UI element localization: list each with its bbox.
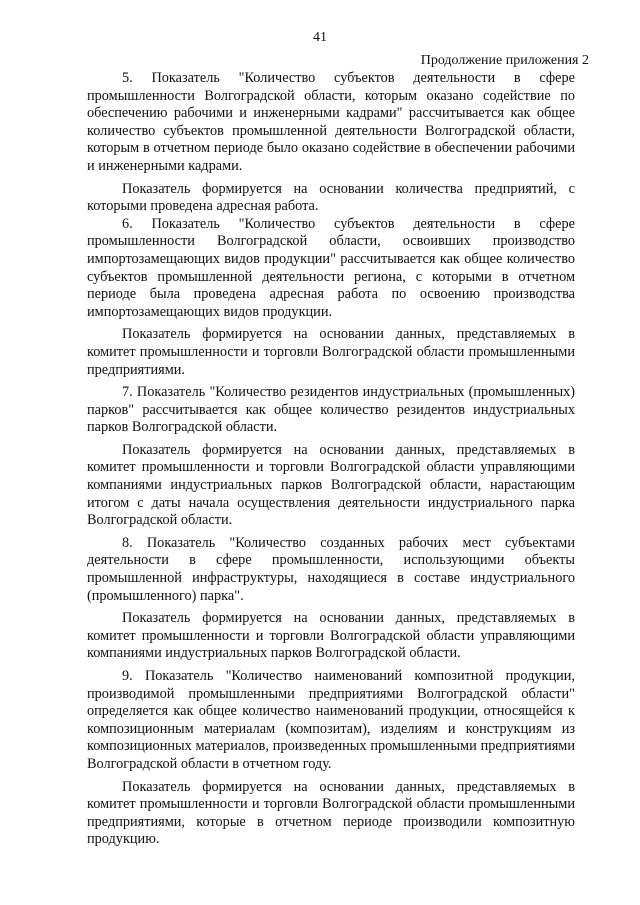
paragraph-indicator-7: 7. Показатель "Количество резидентов индустриальных (промышленных) парков" рассчитывается как общее количество резидентов индустриальных парков Волгоградской области.	[87, 384, 575, 436]
paragraph-indicator-6-source: Показатель формируется на основании данных, представляемых в комитет промышленности и торговли Волгоградской области промышленными предприятиями.	[87, 326, 575, 378]
paragraph-indicator-8: 8. Показатель "Количество созданных рабочих мест субъектами деятельности в сфере промышленности, использующими объекты промышленной инфраструктуры, находящиеся в составе индустриального (промышленного) парка".	[87, 534, 575, 604]
document-body	[87, 70, 575, 849]
paragraph-indicator-6: 6. Показатель "Количество субъектов деятельности в сфере промышленности Волгоградской области, освоивших производство импортозамещающих видов продукции" рассчитывается как общее количество субъектов промышленной деятельности региона, с которыми в отчетном периоде была проведена адресная работа по освоению производства импортозамещающих видов продукции.	[87, 215, 575, 320]
paragraph-indicator-9: 9. Показатель "Количество наименований композитной продукции, производимой промышленными предприятиями Волгоградской области" определяется как общее количество наименований продукции, относящейся к композиционным материалам (композитам), изделиям и конструкциям из композиционных материалов, произведенных промышленными предприятиями Волгоградской области в отчетном году.	[87, 668, 575, 772]
paragraph-indicator-5-source: Показатель формируется на основании количества предприятий, с которыми проведена адресная работа.	[87, 180, 575, 215]
paragraph-indicator-9-source: Показатель формируется на основании данных, представляемых в комитет промышленности и торговли Волгоградской области промышленными предприятиями, которые в отчетном периоде производили композитную продукцию.	[87, 778, 575, 848]
paragraph-indicator-8-source: Показатель формируется на основании данных, представляемых в комитет промышленности и торговли Волгоградской области управляющими компаниями индустриальных парков Волгоградской области.	[87, 610, 575, 662]
paragraph-indicator-7-source: Показатель формируется на основании данных, представляемых в комитет промышленности и торговли Волгоградской области управляющими компаниями индустриальных парков Волгоградской области, нарастающим итогом с даты начала осуществления деятельности индустриального парка Волгоградской области.	[87, 441, 575, 529]
paragraph-indicator-5: 5. Показатель "Количество субъектов деятельности в сфере промышленности Волгоградской области, которым оказано содействие по обеспечению рабочими и инженерными кадрами" рассчитывается как общее количество субъектов промышленной деятельности Волгоградской области, которым в отчетном периоде было оказано содействие в обеспечении рабочими и инженерными кадрами.	[87, 70, 575, 174]
appendix-continuation-note: Продолжение приложения 2	[420, 53, 589, 68]
page-number: 41	[313, 30, 327, 45]
